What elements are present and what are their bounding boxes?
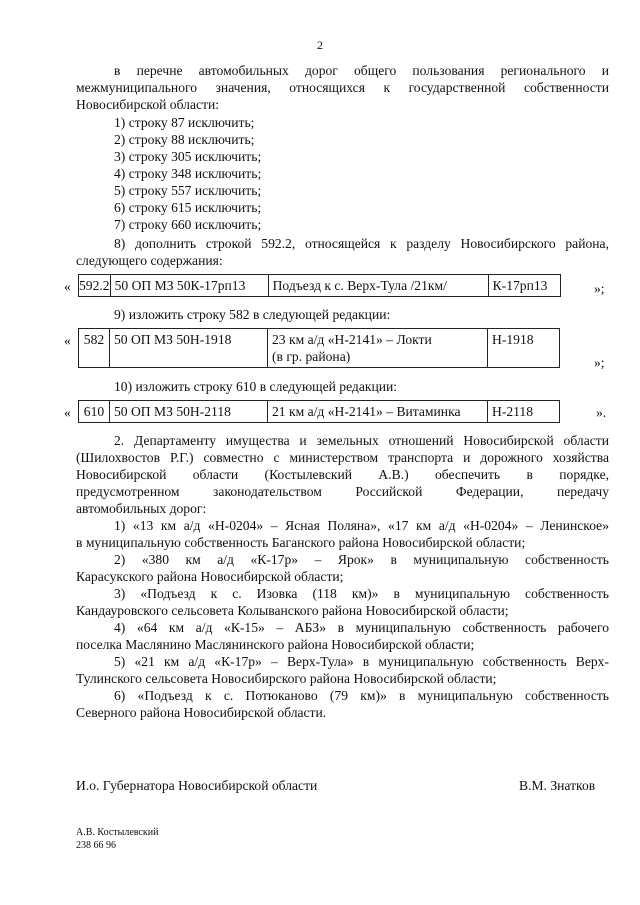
item-4: 4) строку 348 исключить; (114, 166, 262, 181)
item-7: 7) строку 660 исключить; (114, 217, 262, 232)
sub-2-line-2: Карасукского района Новосибирской области; (76, 569, 344, 584)
sub-6-line-1: 6) «Подъезд к с. Потюканово (79 км)» в муниципальную собственность (114, 688, 609, 703)
road-code-cell: К-17рп13 (488, 275, 560, 297)
item-8-line-2: следующего содержания: (76, 253, 223, 268)
sub-1-line-2: в муниципальную собственность Баганского района Новосибирской области; (76, 535, 526, 550)
sub-1-line-1: 1) «13 км а/д «Н-0204» – Ясная Поляна», «17 км а/д «Н-0204» – Ленинское» (114, 518, 609, 533)
item-9: 9) изложить строку 582 в следующей редакции: (114, 307, 391, 322)
para-2-line-1: 2. Департаменту имущества и земельных отношений Новосибирской области (114, 433, 609, 448)
road-id-cell: 50 ОП МЗ 50Н-1918 (110, 329, 268, 368)
item-6: 6) строку 615 исключить; (114, 200, 262, 215)
para-2-line-3: Новосибирской области (Костылевский А.В.) обеспечить в порядке, (76, 467, 609, 482)
table-row (79, 275, 561, 297)
quote-close-1: »; (594, 281, 605, 296)
sub-2-line-1: 2) «380 км а/д «К-17р» – Ярок» в муниципальную собственность (114, 552, 609, 567)
road-id-cell: 50 ОП МЗ 50Н-2118 (110, 401, 268, 423)
para-2-line-5: автомобильных дорог: (76, 501, 207, 516)
quote-open-1: « (64, 279, 71, 294)
road-name-cell: Подъезд к с. Верх-Тула /21км/ (268, 275, 488, 297)
row-table-592-2 (78, 274, 561, 297)
executor-phone: 238 66 96 (76, 840, 116, 851)
intro-line-3: Новосибирской области: (76, 97, 220, 112)
sub-6-line-2: Северного района Новосибирской области. (76, 705, 327, 720)
row-table-610 (78, 400, 560, 423)
sub-5-line-2: Тулинского сельсовета Новосибирского района Новосибирской области; (76, 671, 497, 686)
item-8-line-1: 8) дополнить строкой 592.2, относящейся к разделу Новосибирского района, (114, 236, 609, 251)
row-number-cell: 610 (79, 401, 110, 423)
road-code-cell: Н-2118 (488, 401, 560, 423)
intro-line-2: межмуниципального значения, относящихся к государственной собственности (76, 80, 609, 95)
page-number: 2 (317, 38, 323, 52)
item-1: 1) строку 87 исключить; (114, 115, 255, 130)
road-code-cell: Н-1918 (488, 329, 560, 368)
sub-5-line-1: 5) «21 км а/д «К-17р» – Верх-Тула» в муниципальную собственность Верх- (114, 654, 609, 669)
row-number-cell: 582 (79, 329, 110, 368)
sub-4-line-1: 4) «64 км а/д «К-15» – АБЗ» в муниципальную собственность рабочего (114, 620, 609, 635)
quote-open-3: « (64, 405, 71, 420)
sub-3-line-1: 3) «Подъезд к с. Изовка (118 км)» в муниципальную собственность (114, 586, 609, 601)
item-2: 2) строку 88 исключить; (114, 132, 255, 147)
signature-position: И.о. Губернатора Новосибирской области (76, 778, 318, 793)
table-row (79, 401, 560, 423)
road-name-cell (268, 329, 488, 368)
para-2-line-4: предусмотренном законодательством Российской Федерации, передачу (76, 484, 609, 499)
quote-close-3: ». (596, 405, 607, 420)
signature-name: В.М. Знатков (519, 778, 596, 793)
row-number-cell: 592.2 (79, 275, 111, 297)
table-row (79, 329, 560, 368)
intro-line-1: в перечне автомобильных дорог общего пользования регионального и (114, 63, 609, 78)
item-5: 5) строку 557 исключить; (114, 183, 262, 198)
road-name-line-2: (в гр. района) (272, 349, 351, 364)
quote-close-2: »; (594, 355, 605, 370)
item-10: 10) изложить строку 610 в следующей редакции: (114, 379, 398, 394)
road-id-cell: 50 ОП МЗ 50К-17рп13 (110, 275, 268, 297)
item-3: 3) строку 305 исключить; (114, 149, 262, 164)
quote-open-2: « (64, 333, 71, 348)
row-table-582 (78, 328, 560, 368)
para-2-line-2: (Шилохвостов Р.Г.) совместно с министерством транспорта и дорожного хозяйства (76, 450, 609, 465)
sub-4-line-2: поселка Маслянино Маслянинского района Новосибирской области; (76, 637, 475, 652)
road-name-cell: 21 км а/д «Н-2141» – Витаминка (268, 401, 488, 423)
sub-3-line-2: Кандауровского сельсовета Колыванского района Новосибирской области; (76, 603, 509, 618)
road-name-line-1: 23 км а/д «Н-2141» – Локти (272, 332, 432, 347)
executor-name: А.В. Костылевский (76, 827, 159, 838)
